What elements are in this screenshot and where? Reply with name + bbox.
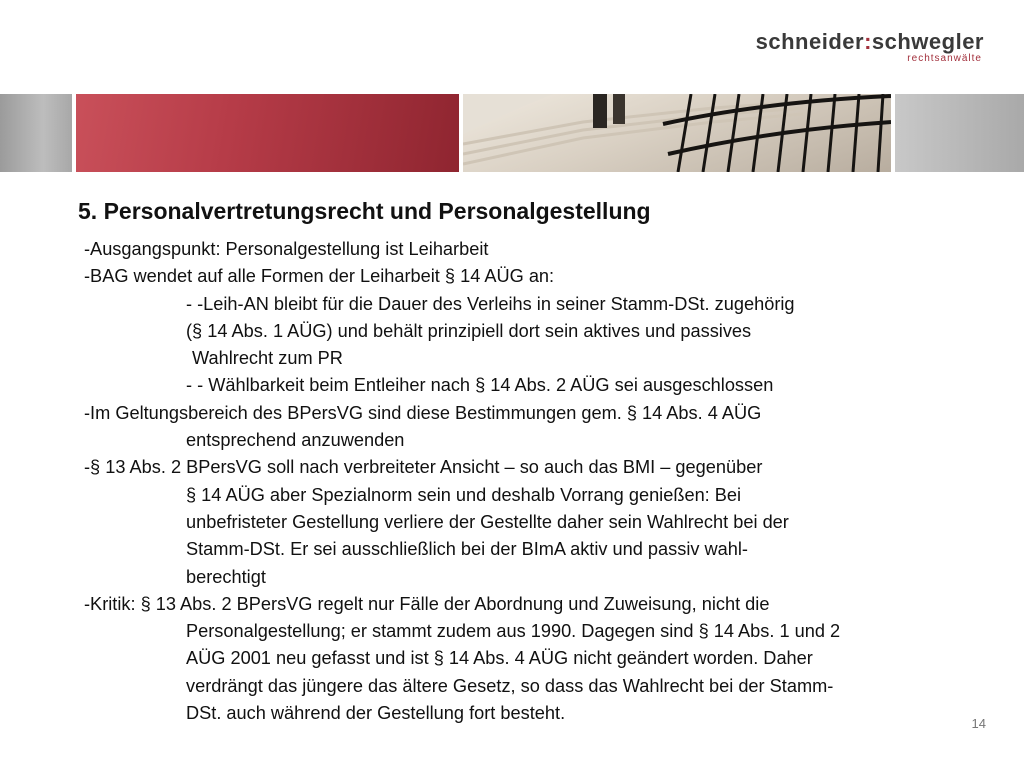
body-line: -Im Geltungsbereich des BPersVG sind diese Bestimmungen gem. § 14 Abs. 4 AÜG	[84, 402, 762, 423]
body-line: - - Wählbarkeit beim Entleiher nach § 14 Abs. 2 AÜG sei ausgeschlossen	[186, 375, 774, 396]
banner-staircase-photo	[463, 94, 891, 172]
body-line: entsprechend anzuwenden	[186, 430, 405, 451]
body-line: DSt. auch während der Gestellung fort besteht.	[186, 703, 566, 724]
banner-grey-left	[0, 94, 72, 172]
staircase-photo-graphic	[463, 94, 891, 172]
logo-wordmark	[756, 30, 984, 54]
body-line: -Ausgangspunkt: Personalgestellung ist Leiharbeit	[84, 239, 489, 259]
body-line: unbefristeter Gestellung verliere der Gestellte daher sein Wahlrecht bei der	[186, 511, 789, 532]
body-line: -BAG wendet auf alle Formen der Leiharbeit § 14 AÜG an:	[84, 266, 555, 287]
body-line: § 14 AÜG aber Spezialnorm sein und deshalb Vorrang genießen: Bei	[186, 484, 742, 505]
page-number: 14	[971, 716, 986, 731]
body-line: -§ 13 Abs. 2 BPersVG soll nach verbreiteter Ansicht – so auch das BMI – gegenüber	[84, 457, 763, 478]
body-line: - -Leih-AN bleibt für die Dauer des Verleihs in seiner Stamm-DSt. zugehörig	[186, 293, 795, 314]
body-line: verdrängt das jüngere das ältere Gesetz, so dass das Wahlrecht bei der Stamm-	[186, 675, 834, 696]
body-line: Stamm-DSt. Er sei ausschließlich bei der BImA aktiv und passiv wahl-	[186, 539, 748, 560]
body-line: berechtigt	[186, 566, 266, 587]
logo-part1: schneider	[755, 29, 865, 54]
logo-separator: :	[864, 29, 872, 54]
logo-part2: schwegler	[871, 29, 984, 54]
logo-subtitle: rechtsanwälte	[907, 53, 982, 64]
body-line: Wahlrecht zum PR	[192, 348, 343, 369]
banner-red-panel	[76, 94, 459, 172]
body-line: (§ 14 Abs. 1 AÜG) und behält prinzipiell dort sein aktives und passives	[186, 320, 752, 341]
banner-grey-right	[895, 94, 1024, 172]
slide-body	[84, 236, 1014, 727]
body-line: Personalgestellung; er stammt zudem aus 1990. Dagegen sind § 14 Abs. 1 und 2	[186, 621, 841, 642]
slide-title: 5. Personalvertretungsrecht und Personalgestellung	[78, 198, 651, 224]
body-line: AÜG 2001 neu gefasst und ist § 14 Abs. 4 AÜG nicht geändert worden. Daher	[186, 648, 813, 669]
body-line: -Kritik: § 13 Abs. 2 BPersVG regelt nur Fälle der Abordnung und Zuweisung, nicht die	[84, 593, 770, 614]
firm-logo	[756, 30, 984, 64]
